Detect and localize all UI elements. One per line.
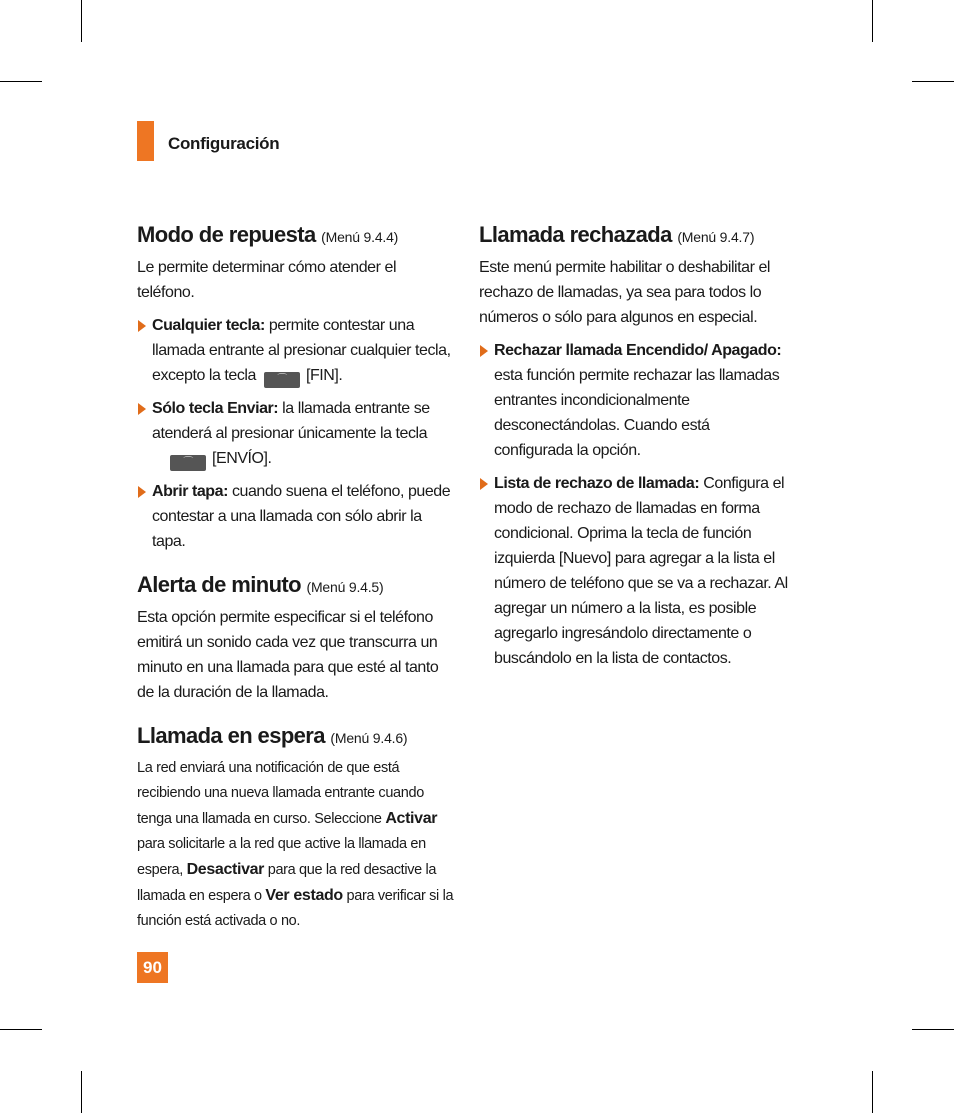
section-title xyxy=(137,570,457,602)
section-llamada-espera xyxy=(137,721,457,934)
section-modo-respuesta xyxy=(137,220,457,554)
crop-mark xyxy=(872,1071,873,1113)
section-intro: Este menú permite habilitar o deshabilitar el rechazo de llamadas, ya sea para todos lo números o sólo para algunos en especial. xyxy=(479,259,771,326)
section-intro: Le permite determinar cómo atender el teléfono. xyxy=(137,259,397,301)
page-number: 90 xyxy=(137,952,168,983)
left-column xyxy=(137,220,457,944)
bullet-label: Sólo tecla Enviar: xyxy=(152,400,279,417)
bullet-label: Abrir tapa: xyxy=(152,483,228,500)
section-title-text: Alerta de minuto xyxy=(137,572,301,597)
bullet-label: Cualquier tecla: xyxy=(152,317,265,334)
bullet-label: Lista de rechazo de llamada: xyxy=(494,475,700,492)
key-name: [ENVÍO]. xyxy=(212,450,272,467)
bullet-body: la llamada entrante se atenderá al presionar únicamente la tecla xyxy=(152,400,430,442)
send-key-icon: ⌒ xyxy=(170,455,206,471)
section-title-text: Llamada en espera xyxy=(137,723,325,748)
option-desactivar: Desactivar xyxy=(186,861,265,878)
bullet-body: permite contestar una llamada entrante al presionar cualquier tecla, excepto la tecla xyxy=(152,317,451,384)
section-title xyxy=(137,220,457,252)
crop-mark xyxy=(912,1029,954,1030)
section-title-text: Llamada rechazada xyxy=(479,222,672,247)
crop-mark xyxy=(912,81,954,82)
right-column xyxy=(479,220,791,681)
bullet-arrow-icon xyxy=(480,345,488,357)
bullet-text xyxy=(152,313,457,388)
menu-reference: (Menú 9.4.6) xyxy=(330,730,408,746)
menu-reference: (Menú 9.4.7) xyxy=(677,229,755,245)
crop-mark xyxy=(81,0,82,42)
section-title-text: Modo de repuesta xyxy=(137,222,316,247)
bullet-label: Rechazar llamada Encendido/ Apagado: xyxy=(494,342,782,359)
body-text: La red enviará una notificación de que está recibiendo una nueva llamada entrante cuando tenga una llamada en curso. Seleccione xyxy=(137,760,424,827)
body-text: para verificar si la función está activada o no. xyxy=(137,888,454,929)
bullet-arrow-icon xyxy=(480,478,488,490)
body-text: para que la red desactive la llamada en espera o xyxy=(137,862,437,904)
section-body xyxy=(137,756,457,934)
crop-mark xyxy=(0,81,42,82)
menu-reference: (Menú 9.4.5) xyxy=(306,579,384,595)
section-title xyxy=(137,721,457,753)
bullet-text xyxy=(494,471,791,671)
bullet-body: Configura el modo de rechazo de llamadas en forma condicional. Oprima la tecla de función izquierda [Nuevo] para agregar a la lista el número de teléfono que se va a rechazar. Al agregar un número a la lista, es posible agregarlo ingresándolo directamente o buscándolo en la lista de contactos. xyxy=(494,475,788,667)
bullet-arrow-icon xyxy=(138,320,146,332)
bullet-item xyxy=(137,313,457,388)
bullet-item xyxy=(137,479,457,554)
end-key-icon: ⌒ xyxy=(264,372,300,388)
section-title xyxy=(479,220,791,252)
body-text: para solicitarle a la red que active la llamada en espera, xyxy=(137,836,426,878)
crop-mark xyxy=(0,1029,42,1030)
option-ver-estado: Ver estado xyxy=(265,887,343,904)
key-name: [FIN]. xyxy=(305,367,343,384)
option-activar: Activar xyxy=(385,810,438,827)
section-header-title: Configuración xyxy=(168,134,280,153)
bullet-text xyxy=(152,396,457,471)
section-alerta-minuto xyxy=(137,570,457,705)
bullet-text xyxy=(152,479,457,554)
bullet-item xyxy=(137,396,457,471)
crop-mark xyxy=(81,1071,82,1113)
section-body: Esta opción permite especificar si el teléfono emitirá un sonido cada vez que transcurra un minuto en una llamada para que esté al tanto de la duración de la llamada. xyxy=(137,609,439,701)
bullet-body: esta función permite rechazar las llamadas entrantes incondicionalmente desconectándolas. Cuando está configurada la opción. xyxy=(494,367,780,459)
crop-mark xyxy=(872,0,873,42)
bullet-item xyxy=(479,338,791,463)
bullet-item xyxy=(479,471,791,671)
bullet-arrow-icon xyxy=(138,403,146,415)
bullet-body: cuando suena el teléfono, puede contestar a una llamada con sólo abrir la tapa. xyxy=(152,483,451,550)
header-accent-bar xyxy=(137,121,154,161)
menu-reference: (Menú 9.4.4) xyxy=(321,229,399,245)
bullet-arrow-icon xyxy=(138,486,146,498)
section-llamada-rechazada xyxy=(479,220,791,671)
bullet-text xyxy=(494,338,791,463)
